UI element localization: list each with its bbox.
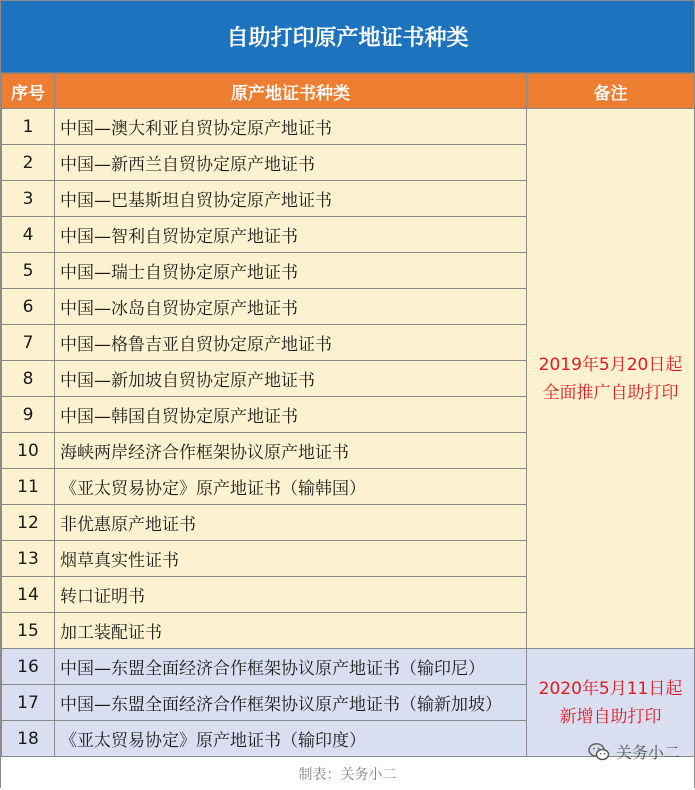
row-number: 12 (2, 505, 55, 541)
row-number: 10 (2, 433, 55, 469)
certificate-name: 中国—韩国自贸协定原产地证书 (55, 397, 527, 433)
row-number: 13 (2, 541, 55, 577)
row-number: 8 (2, 361, 55, 397)
row-number: 11 (2, 469, 55, 505)
header-note: 备注 (527, 74, 695, 109)
table-title: 自助打印原产地证书种类 (1, 1, 694, 73)
certificate-name: 中国—瑞士自贸协定原产地证书 (55, 253, 527, 289)
certificate-name: 非优惠原产地证书 (55, 505, 527, 541)
watermark-text: 关务小二 (615, 743, 680, 762)
watermark (588, 740, 680, 763)
table-row (2, 649, 695, 685)
header-row (2, 74, 695, 109)
note-group-1 (527, 109, 695, 649)
row-number: 1 (2, 109, 55, 145)
note-group-1-date: 2019年5月20日起 (538, 354, 683, 375)
certificate-name: 中国—格鲁吉亚自贸协定原产地证书 (55, 325, 527, 361)
note-group-2-text: 新增自助打印 (559, 706, 662, 727)
certificate-name: 中国—智利自贸协定原产地证书 (55, 217, 527, 253)
row-number: 17 (2, 685, 55, 721)
header-no: 序号 (2, 74, 55, 109)
row-number: 9 (2, 397, 55, 433)
row-number: 5 (2, 253, 55, 289)
certificate-name: 中国—东盟全面经济合作框架协议原产地证书（输印尼） (55, 649, 527, 685)
certificate-name: 《亚太贸易协定》原产地证书（输韩国） (55, 469, 527, 505)
note-group-1-text: 全面推广自助打印 (542, 382, 679, 403)
certificate-table (1, 73, 695, 757)
certificate-name: 《亚太贸易协定》原产地证书（输印度） (55, 721, 527, 757)
certificate-name: 中国—巴基斯坦自贸协定原产地证书 (55, 181, 527, 217)
certificate-name: 加工装配证书 (55, 613, 527, 649)
note-group-2-date: 2020年5月11日起 (538, 678, 683, 699)
certificate-name: 中国—新西兰自贸协定原产地证书 (55, 145, 527, 181)
certificate-name: 中国—冰岛自贸协定原产地证书 (55, 289, 527, 325)
certificate-name: 海峡两岸经济合作框架协议原产地证书 (55, 433, 527, 469)
row-number: 7 (2, 325, 55, 361)
wechat-icon (588, 742, 610, 762)
row-number: 18 (2, 721, 55, 757)
row-number: 14 (2, 577, 55, 613)
certificate-name: 中国—东盟全面经济合作框架协议原产地证书（输新加坡） (55, 685, 527, 721)
row-number: 3 (2, 181, 55, 217)
row-number: 2 (2, 145, 55, 181)
certificate-name: 烟草真实性证书 (55, 541, 527, 577)
certificate-name: 中国—新加坡自贸协定原产地证书 (55, 361, 527, 397)
table-footer: 制表：关务小二 (1, 757, 694, 790)
certificate-name: 中国—澳大利亚自贸协定原产地证书 (55, 109, 527, 145)
header-type: 原产地证书种类 (55, 74, 527, 109)
row-number: 16 (2, 649, 55, 685)
certificate-name: 转口证明书 (55, 577, 527, 613)
row-number: 15 (2, 613, 55, 649)
row-number: 6 (2, 289, 55, 325)
row-number: 4 (2, 217, 55, 253)
table-row (2, 109, 695, 145)
